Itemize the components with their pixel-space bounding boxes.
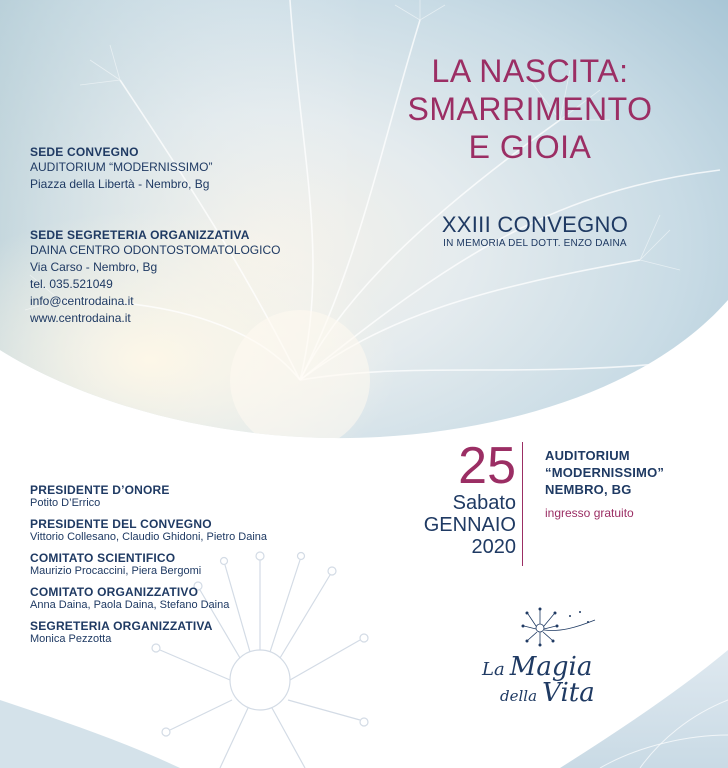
- date-day: 25: [458, 437, 516, 495]
- convegno-subtitle: IN MEMORIA DEL DOTT. ENZO DAINA: [443, 238, 627, 249]
- committee-heading: PRESIDENTE D’ONORE: [30, 483, 170, 497]
- sede-line-1: AUDITORIUM “MODERNISSIMO”: [30, 160, 213, 174]
- committee-heading: COMITATO SCIENTIFICO: [30, 551, 176, 565]
- date-month: GENNAIO: [423, 514, 516, 536]
- segreteria-line-2: Via Carso - Nembro, Bg: [30, 260, 158, 274]
- title-line-1: LA NASCITA:: [431, 53, 629, 89]
- venue-block: [545, 447, 664, 520]
- dandelion-icon: [510, 602, 600, 652]
- segreteria-label: SEDE SEGRETERIA ORGANIZZATIVA: [30, 228, 250, 242]
- venue-line-2: “MODERNISSIMO”: [545, 465, 665, 480]
- sede-segreteria: [30, 228, 280, 327]
- venue-line-1: AUDITORIUM: [545, 448, 630, 463]
- segreteria-website-link[interactable]: www.centrodaina.it: [30, 311, 131, 325]
- date-divider: [522, 442, 523, 566]
- committee-item: [30, 619, 267, 645]
- sede-line-2: Piazza della Libertà - Nembro, Bg: [30, 177, 210, 191]
- committee-names: Vittorio Collesano, Claudio Ghidoni, Pietro Daina: [30, 531, 268, 543]
- title-line-3: E GIOIA: [468, 129, 592, 165]
- committee-item: [30, 483, 267, 509]
- committee-heading: SEGRETERIA ORGANIZZATIVA: [30, 619, 213, 633]
- logo-word-della: della: [500, 687, 538, 705]
- convegno-block: [420, 212, 650, 249]
- committee-names: Potito D’Errico: [30, 497, 101, 509]
- date-block: [398, 437, 516, 558]
- committee-heading: PRESIDENTE DEL CONVEGNO: [30, 517, 212, 531]
- committee-item: [30, 517, 267, 543]
- date-weekday: Sabato: [452, 492, 516, 514]
- main-title: [400, 52, 660, 166]
- logo-line-2: [500, 678, 612, 708]
- logo: [472, 600, 612, 720]
- venue-line-3: NEMBRO, BG: [545, 482, 632, 497]
- segreteria-email-link[interactable]: info@centrodaina.it: [30, 294, 134, 308]
- sede-label: SEDE CONVEGNO: [30, 145, 139, 159]
- segreteria-line-3: tel. 035.521049: [30, 277, 113, 291]
- committee-heading: COMITATO ORGANIZZATIVO: [30, 585, 199, 599]
- sede-convegno: [30, 145, 212, 193]
- committee-names: Anna Daina, Paola Daina, Stefano Daina: [30, 599, 230, 611]
- logo-word-magia: Magia: [509, 652, 593, 682]
- logo-word-la: La: [482, 659, 505, 680]
- title-line-2: SMARRIMENTO: [407, 91, 653, 127]
- venue-note: ingresso gratuito: [545, 506, 634, 520]
- committee-names: Maurizio Procaccini, Piera Bergomi: [30, 565, 202, 577]
- logo-text: [482, 652, 612, 708]
- committee-item: [30, 585, 267, 611]
- segreteria-line-1: DAINA CENTRO ODONTOSTOMATOLOGICO: [30, 243, 281, 257]
- committee-item: [30, 551, 267, 577]
- convegno-title: XXIII CONVEGNO: [441, 212, 629, 237]
- date-year: 2020: [471, 536, 516, 558]
- committee-names: Monica Pezzotta: [30, 633, 112, 645]
- logo-word-vita: Vita: [542, 678, 595, 708]
- committees-list: [30, 483, 267, 645]
